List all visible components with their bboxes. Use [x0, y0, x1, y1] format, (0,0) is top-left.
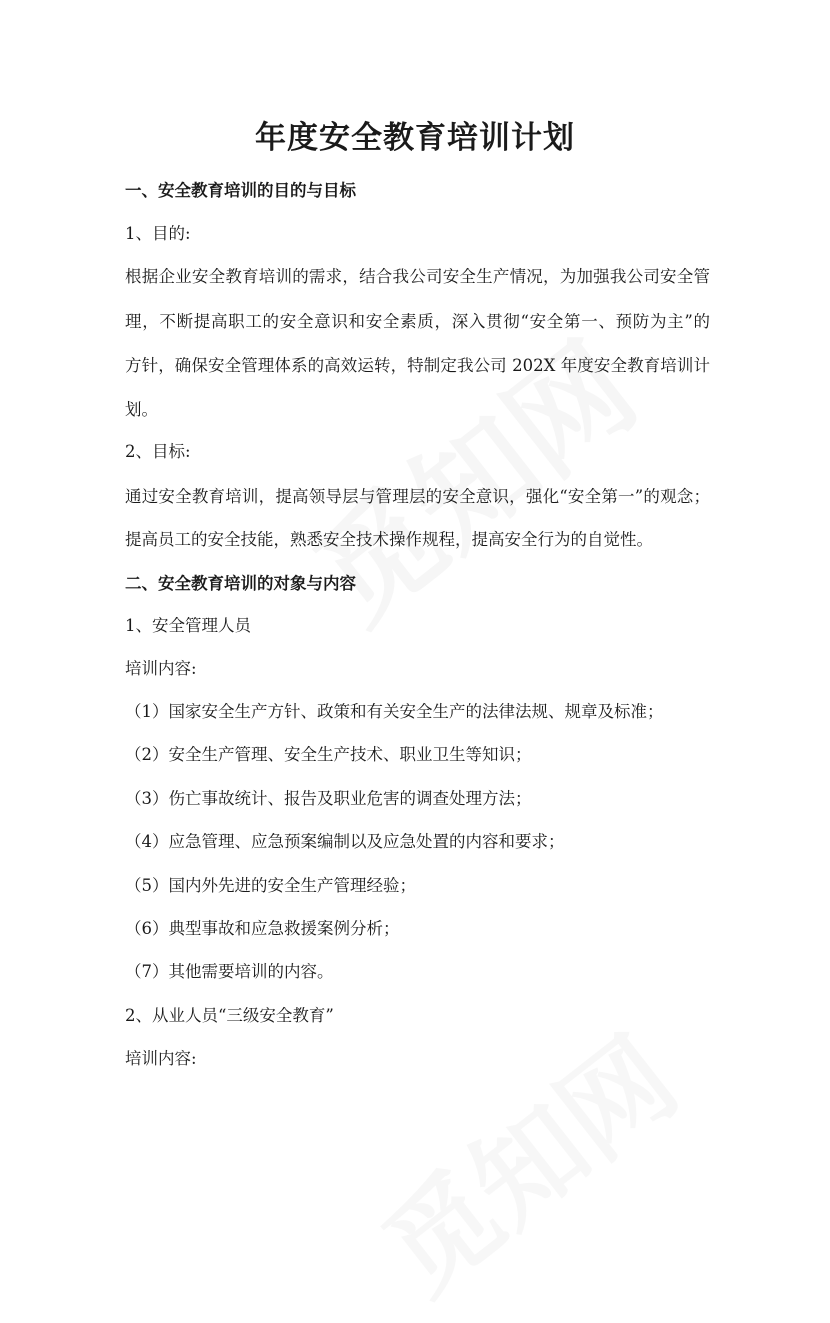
paragraph-line: 方针，确保安全管理体系的高效运转，特制定我公司 202X 年度安全教育培训计	[125, 356, 710, 375]
subsection-label: 2、从业人员“三级安全教育”	[125, 1006, 334, 1025]
subsection-label: 1、安全管理人员	[125, 616, 251, 635]
paragraph-line: 通过安全教育培训，提高领导层与管理层的安全意识，强化“安全第一”的观念；	[125, 487, 710, 506]
content-label: 培训内容:	[125, 1049, 197, 1068]
list-item: （5）国内外先进的安全生产管理经验；	[125, 876, 416, 895]
section-heading-2: 二、安全教育培训的对象与内容	[125, 574, 356, 593]
list-item: （7）其他需要培训的内容。	[125, 962, 334, 981]
paragraph-line: 根据企业安全教育培训的需求，结合我公司安全生产情况，为加强我公司安全管	[125, 267, 710, 286]
watermark	[275, 297, 665, 654]
paragraph-line: 理，不断提高职工的安全意识和安全素质，深入贯彻“安全第一、预防为主”的	[125, 312, 710, 331]
content-label: 培训内容:	[125, 659, 197, 678]
list-item: （6）典型事故和应急救援案例分析；	[125, 919, 400, 938]
watermark	[346, 995, 703, 1323]
goal-label: 2、目标:	[125, 442, 191, 461]
section-heading-1: 一、安全教育培训的目的与目标	[125, 181, 356, 200]
paragraph-line: 提高员工的安全技能，熟悉安全技术操作规程，提高安全行为的自觉性。	[125, 530, 653, 549]
list-item: （4）应急管理、应急预案编制以及应急处置的内容和要求；	[125, 832, 565, 851]
purpose-label: 1、目的:	[125, 224, 191, 243]
page-title: 年度安全教育培训计划	[255, 120, 575, 156]
list-item: （2）安全生产管理、安全生产技术、职业卫生等知识；	[125, 745, 532, 764]
paragraph-line: 划。	[125, 400, 158, 419]
list-item: （1）国家安全生产方针、政策和有关安全生产的法律法规、规章及标准；	[125, 702, 664, 721]
list-item: （3）伤亡事故统计、报告及职业危害的调查处理方法；	[125, 789, 532, 808]
